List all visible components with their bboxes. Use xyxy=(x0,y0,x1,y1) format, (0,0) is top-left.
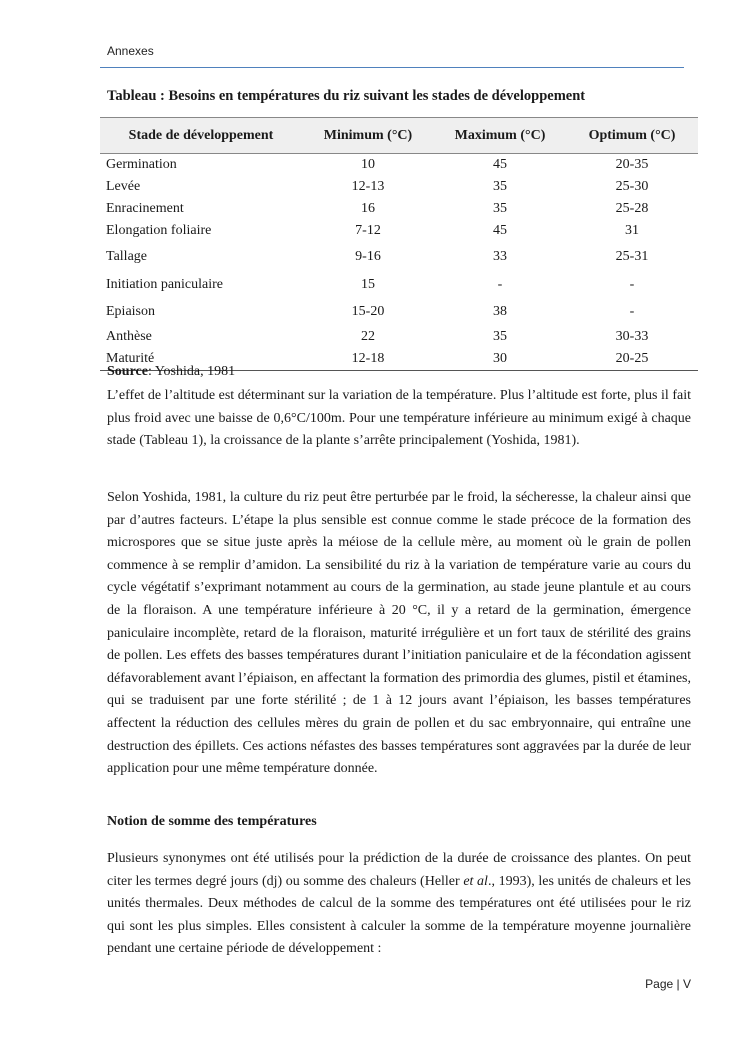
table-row xyxy=(100,176,698,198)
maximum-cell: 45 xyxy=(493,223,507,238)
table-row xyxy=(100,272,698,298)
table-source xyxy=(107,364,235,380)
maximum-cell: 38 xyxy=(493,304,507,319)
paragraph-text-part: ., 1993), les unités de chaleurs et les unités thermales. Deux méthodes de calcul de la somme des températures ont été utilisées pour le riz qui sont les plus simples. Elles consistent à calculer la somme de la température moyenne journalière pendant une certaine période de développement : xyxy=(107,873,692,957)
header-divider xyxy=(100,67,684,68)
minimum-cell: 12-18 xyxy=(302,348,434,371)
optimum-cell: - xyxy=(629,277,635,292)
maximum-cell: 35 xyxy=(493,329,507,344)
table-row xyxy=(100,326,698,348)
stage-cell: Anthèse xyxy=(106,329,152,344)
maximum-cell: 35 xyxy=(493,179,507,194)
optimum-cell: 20-25 xyxy=(566,348,698,371)
minimum-cell: 22 xyxy=(361,329,375,344)
maximum-cell: 33 xyxy=(493,249,507,264)
table-row xyxy=(100,220,698,242)
stage-cell: Germination xyxy=(106,157,177,172)
table-row xyxy=(100,198,698,220)
maximum-cell: 35 xyxy=(493,201,507,216)
stage-cell: Maturité xyxy=(100,348,302,371)
column-header-stage: Stade de développement xyxy=(100,118,302,154)
optimum-cell: 25-28 xyxy=(615,201,649,216)
minimum-cell: 12-13 xyxy=(351,179,385,194)
paragraph-altitude: L’effet de l’altitude est déterminant sur la variation de la température. Plus l’altitude est forte, plus il fait plus froid avec une baisse de 0,6°C/100m. Pour une température inférieure au minimum exigé à chaque stade (Tableau 1), la croissance de la plante s’arrête principalement (Yoshida, 1981). xyxy=(107,388,691,449)
temperature-table xyxy=(100,117,698,371)
optimum-cell: 20-35 xyxy=(615,157,649,172)
paragraph-text-part: Plusieurs synonymes ont été utilisés pour la prédiction de la durée de croissance des plantes. On peut citer les termes degré jours (dj) ou somme des chaleurs (Heller xyxy=(107,851,691,889)
table-caption: Tableau : Besoins en températures du riz suivant les stades de développement xyxy=(107,88,586,104)
column-header-optimum: Optimum (°C) xyxy=(566,118,698,154)
column-header-minimum: Minimum (°C) xyxy=(302,118,434,154)
paragraph-yoshida: Selon Yoshida, 1981, la culture du riz peut être perturbée par le froid, la sécheresse, la chaleur ainsi que par d’autres facteurs. L’étape la plus sensible est connue comme le stade précoce de la formation des microspores que se situe juste après la méiose de la cellule mère, au moment où le grain de pollen commence à se remplir d’amidon. La sensibilité du riz à la variation de température varie au cours du cycle végétatif s’exprimant notamment au cours de la germination, au stade jeune plantule et au cours de la floraison. A une température inférieure à 20 °C, il y a retard de la germination, émergence paniculaire incomplète, retard de la floraison, maturité irrégulière et un fort taux de stérilité des grains de pollen. Les effets des basses températures durant l’initiation paniculaire et de la fécondation agissent défavorablement avant l’épiaison, en affectant la formation des primordia des glumes, pistil et étamines, qui se traduisent par une forte stérilité ; de 1 à 12 jours avant l’épiaison, les basses températures affectent la réduction des cellules mères du grain de pollen et du sac embryonnaire, qui entraîne une destruction des épillets. Ces actions néfastes des basses températures sont aggravées par la durée de leur application pour une même température donnée. xyxy=(107,490,691,777)
maximum-cell: - xyxy=(497,277,503,292)
minimum-cell: 9-16 xyxy=(355,249,381,264)
paragraph-synonyms xyxy=(107,848,691,961)
stage-cell: Initiation paniculaire xyxy=(106,277,224,292)
table-row xyxy=(100,242,698,272)
minimum-cell: 15 xyxy=(361,277,375,292)
stage-cell: Elongation foliaire xyxy=(106,223,212,238)
minimum-cell: 15-20 xyxy=(351,304,385,319)
minimum-cell: 10 xyxy=(361,157,375,172)
optimum-cell: 30-33 xyxy=(615,329,649,344)
table-header-row xyxy=(100,118,698,154)
stage-cell: Levée xyxy=(106,179,141,194)
table-row xyxy=(100,154,698,177)
optimum-cell: 25-30 xyxy=(615,179,649,194)
page-number: Page | V xyxy=(645,977,691,991)
minimum-cell: 16 xyxy=(361,201,375,216)
optimum-cell: 25-31 xyxy=(615,249,649,264)
maximum-cell: 30 xyxy=(434,348,566,371)
citation-italic: et al xyxy=(463,873,488,889)
column-header-maximum: Maximum (°C) xyxy=(434,118,566,154)
running-header: Annexes xyxy=(107,44,154,58)
section-heading: Notion de somme des températures xyxy=(107,814,317,829)
source-label: Source xyxy=(107,364,148,379)
minimum-cell: 7-12 xyxy=(355,223,381,238)
optimum-cell: 31 xyxy=(625,223,639,238)
stage-cell: Enracinement xyxy=(106,201,184,216)
stage-cell: Epiaison xyxy=(106,304,155,319)
source-text: : Yoshida, 1981 xyxy=(147,364,236,379)
optimum-cell: - xyxy=(629,304,635,319)
table-row xyxy=(100,298,698,326)
maximum-cell: 45 xyxy=(493,157,507,172)
stage-cell: Tallage xyxy=(106,249,147,264)
